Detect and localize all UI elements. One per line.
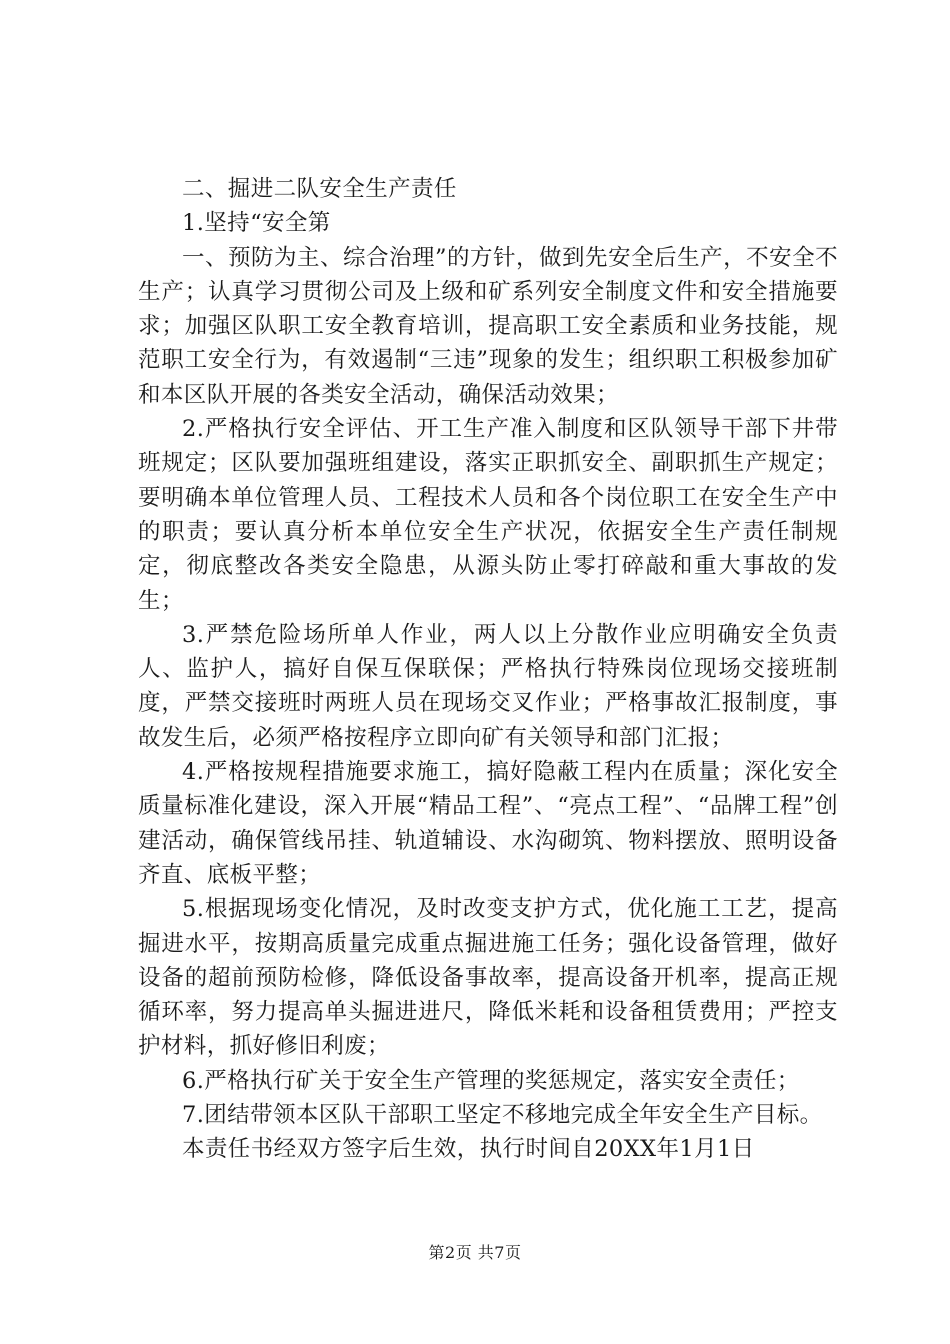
paragraph-3: 3.严禁危险场所单人作业，两人以上分散作业应明确安全负责人、监护人，搞好自保互保联保；严格执行特殊岗位现场交接班制度，严禁交接班时两班人员在现场交叉作业；严格事故汇报制度，事故发生后，必须严格按程序立即向矿有关领导和部门汇报； xyxy=(138,621,838,751)
paragraph-principle: 一、预防为主、综合治理”的方针，做到先安全后生产，不安全不生产；认真学习贯彻公司及上级和矿系列安全制度文件和安全措施要求；加强区队职工安全教育培训，提高职工安全素质和业务技能，规范职工安全行为，有效遏制“三违”现象的发生；组织职工积极参加矿和本区队开展的各类安全活动，确保活动效果； xyxy=(138,244,838,408)
paragraph-7: 7.团结带领本区队干部职工坚定不移地完成全年安全生产目标。 xyxy=(182,1102,823,1129)
section-heading: 二、掘进二队安全生产责任 xyxy=(182,176,457,202)
paragraph-effective: 本责任书经双方签字后生效，执行时间自20XX年1月1日 xyxy=(182,1136,755,1163)
paragraph-4: 4.严格按规程措施要求施工，搞好隐蔽工程内在质量；深化安全质量标准化建设，深入开展“精品工程”、“亮点工程”、“品牌工程”创建活动，确保管线吊挂、轨道辅设、水沟砌筑、物料摆放、照明设备齐直、底板平整； xyxy=(138,759,838,888)
page-number: 第2页 共7页 xyxy=(428,1243,522,1262)
paragraph-2: 2.严格执行安全评估、开工生产准入制度和区队领导干部下井带班规定；区队要加强班组建设，落实正职抓安全、副职抓生产规定；要明确本单位管理人员、工程技术人员和各个岗位职工在安全生产中的职责；要认真分析本单位安全生产状况，依据安全生产责任制规定，彻底整改各类安全隐患，从源头防止零打碎敲和重大事故的发生； xyxy=(138,416,838,614)
paragraph-6: 6.严格执行矿关于安全生产管理的奖惩规定，落实安全责任； xyxy=(182,1067,800,1094)
paragraph-5: 5.根据现场变化情况，及时改变支护方式，优化施工工艺，提高掘进水平，按期高质量完成重点掘进施工任务；强化设备管理，做好设备的超前预防检修，降低设备事故率，提高设备开机率，提高正规循环率，努力提高单头掘进进尺，降低米耗和设备租赁费用；严控支护材料，抓好修旧利废； xyxy=(138,896,838,1060)
document-body xyxy=(138,172,838,1167)
paragraph-1: 1.坚持“安全第 xyxy=(182,210,331,237)
